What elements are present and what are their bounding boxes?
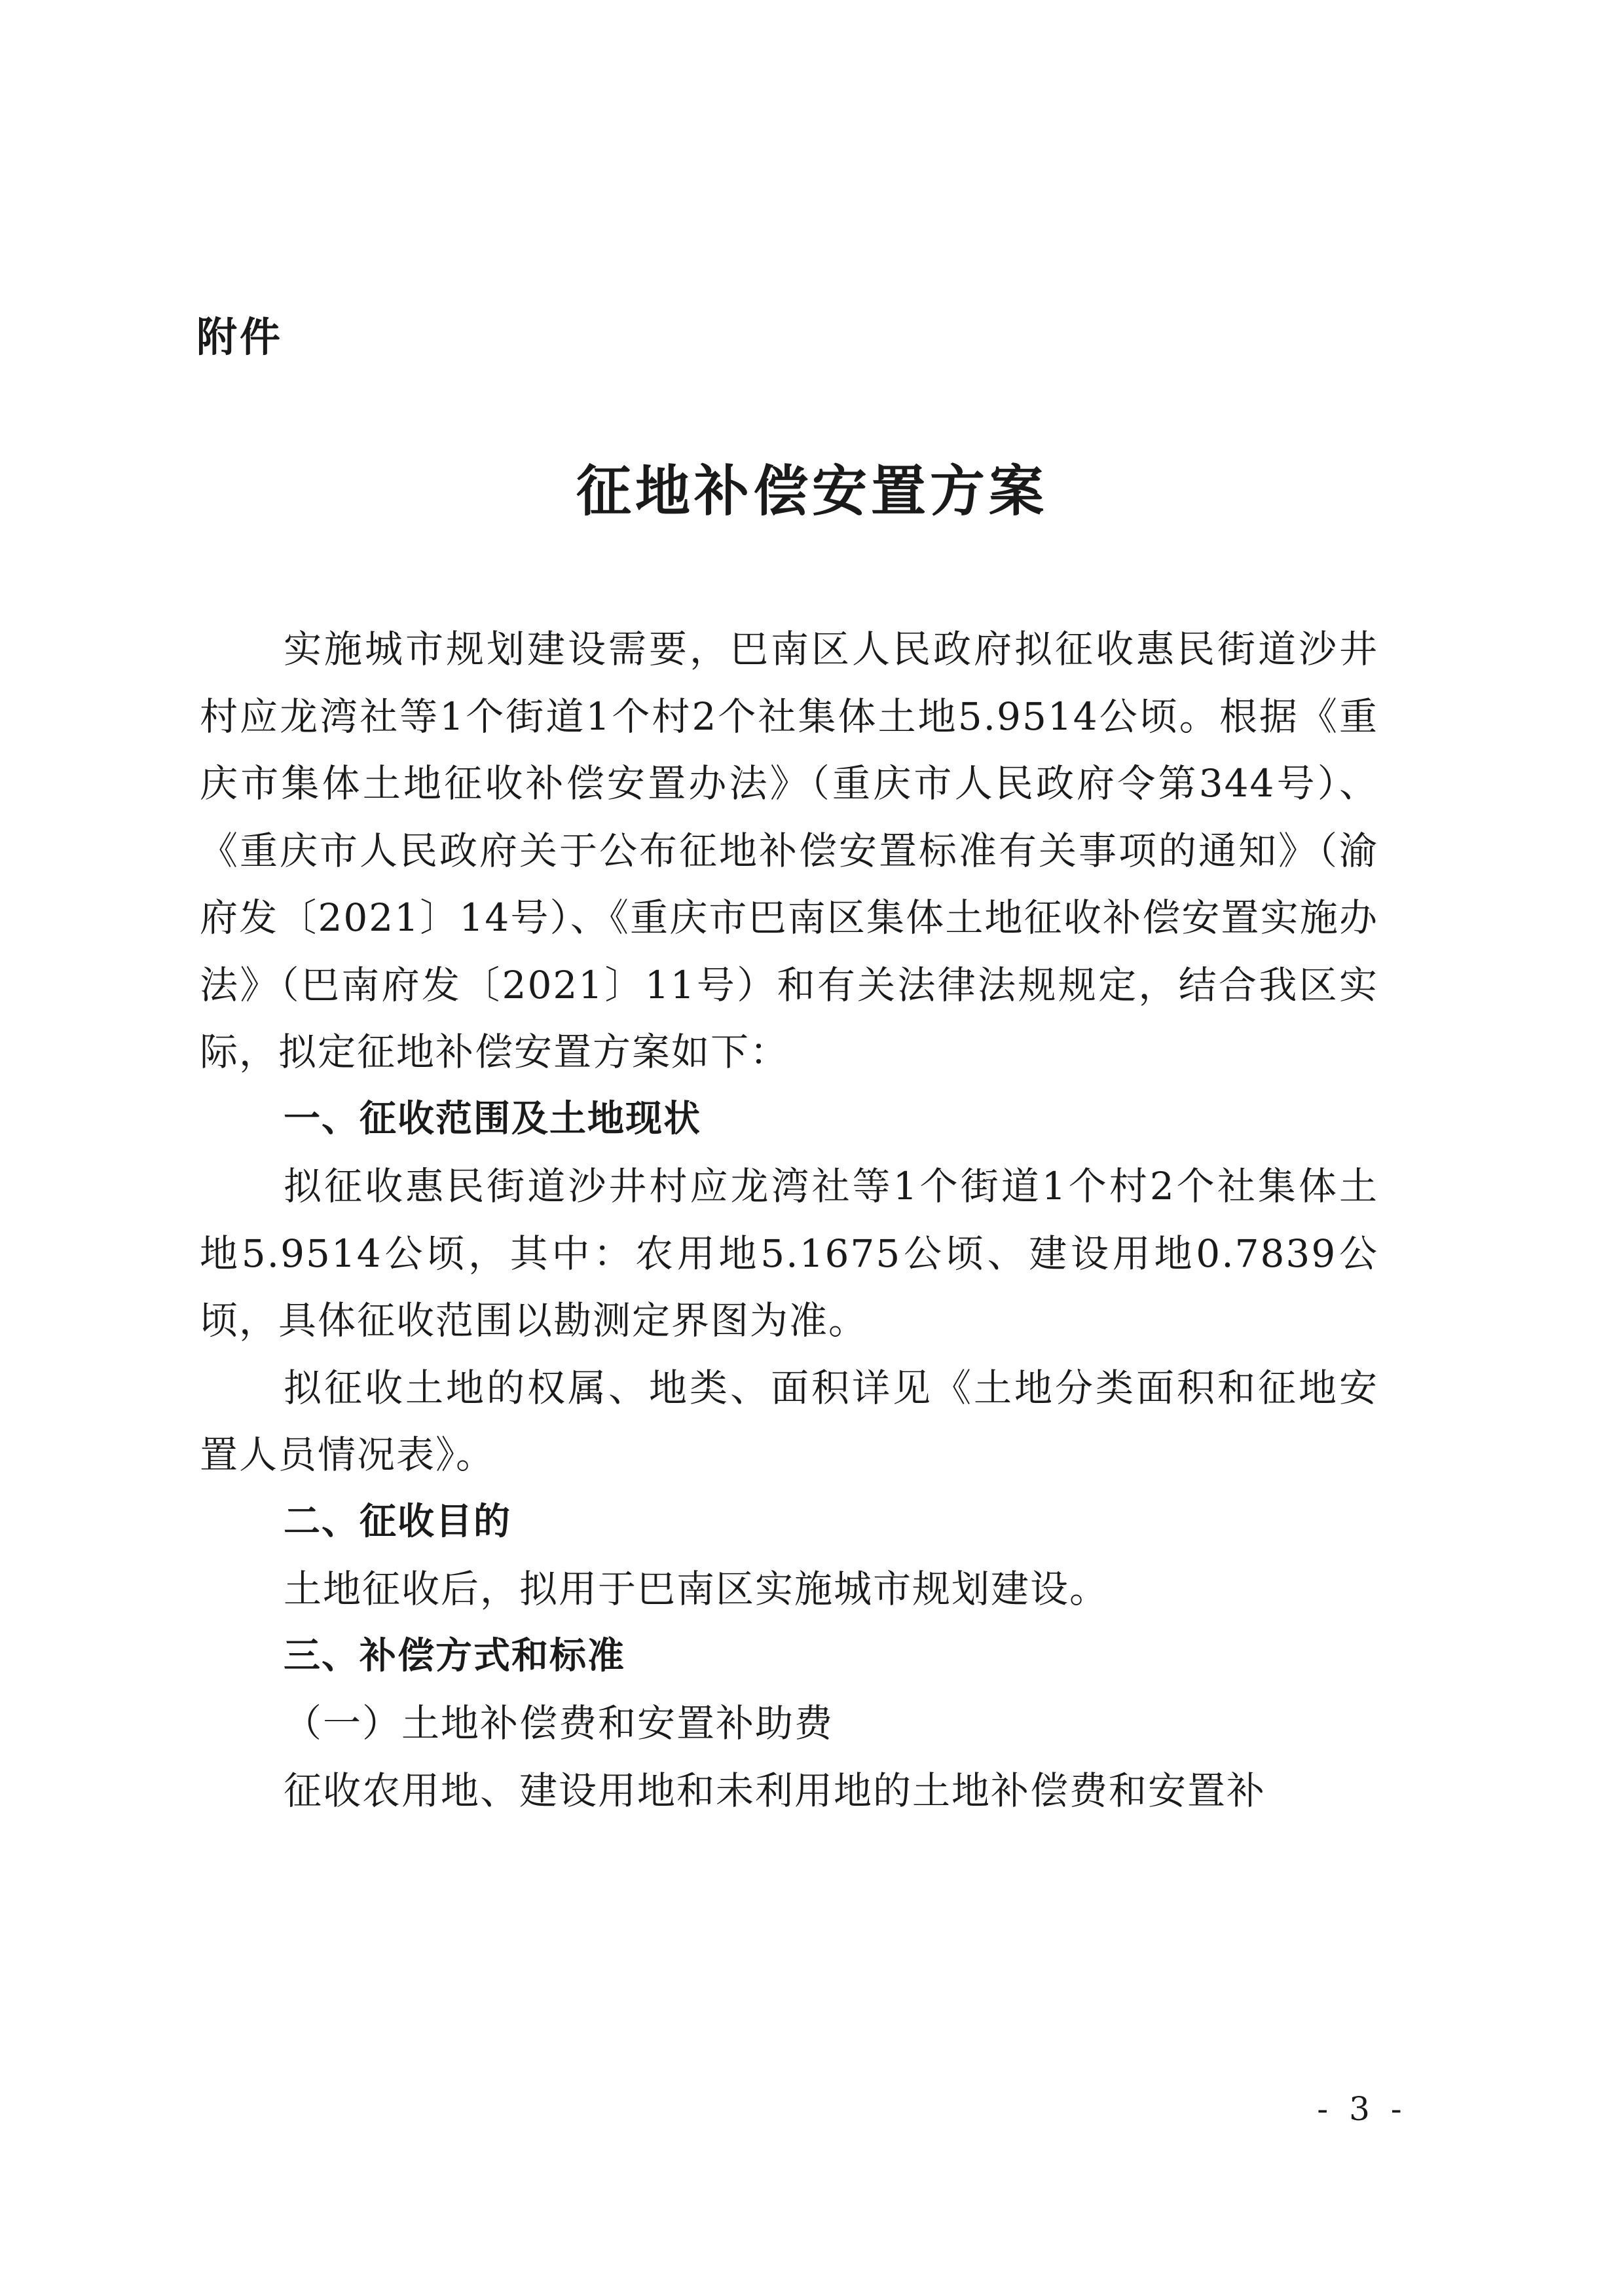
section-heading-purpose: 二、征收目的	[284, 1500, 511, 1543]
attachment-label: 附件	[196, 313, 284, 361]
page-number: - 3 -	[1317, 2090, 1407, 2128]
intro-paragraph: 实施城市规划建设需要，巴南区人民政府拟征收惠民街道沙井村应龙湾社等1个街道1个村2个社集体土地5.9514公顷。根据《重庆市集体土地征收补偿安置办法》（重庆市人民政府令第344号）、《重庆市人民政府关于公布征地补偿安置标准有关事项的通知》（渝府发〔2021〕14号）、《重庆市巴南区集体土地征收补偿安置实施办法》（巴南府发〔2021〕11号）和有关法律法规规定，结合我区实际，拟定征地补偿安置方案如下：	[200, 627, 1378, 1074]
ownership-paragraph: 拟征收土地的权属、地类、面积详见《土地分类面积和征地安置人员情况表》。	[200, 1365, 1378, 1477]
section-heading-compensation: 三、补偿方式和标准	[284, 1634, 625, 1677]
section-heading-scope: 一、征收范围及土地现状	[284, 1097, 701, 1140]
scope-paragraph: 拟征收惠民街道沙井村应龙湾社等1个街道1个村2个社集体土地5.9514公顷，其中：农用地5.1675公顷、建设用地0.7839公顷，具体征收范围以勘测定界图为准。	[200, 1164, 1378, 1343]
subsection-heading-land-compensation: （一）土地补偿费和安置补助费	[284, 1701, 834, 1745]
document-body	[200, 616, 1378, 1824]
purpose-paragraph: 土地征收后，拟用于巴南区实施城市规划建设。	[284, 1567, 1109, 1611]
compensation-paragraph: 征收农用地、建设用地和未利用地的土地补偿费和安置补	[284, 1768, 1266, 1813]
document-title: 征地补偿安置方案	[576, 458, 1048, 523]
